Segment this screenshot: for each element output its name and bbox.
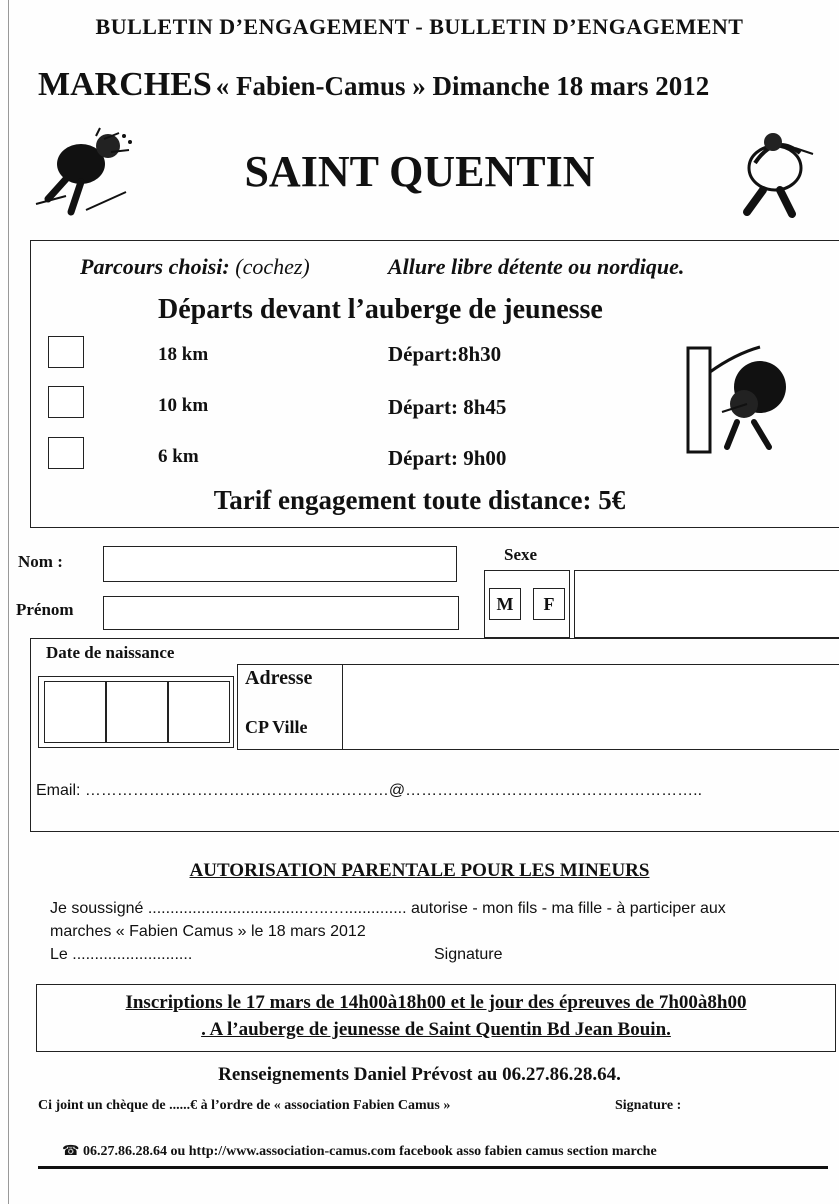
parental-line1: Je soussigné ...................................…..….............. autorise - mon fils - ma fille - à participer aux	[50, 900, 726, 917]
tarif-text: Tarif engagement toute distance: 5€	[213, 485, 626, 515]
sexe-label: Sexe	[504, 545, 538, 564]
parcours-prompt	[80, 254, 310, 280]
walker-illustration-left	[26, 124, 141, 219]
adresse-label: Adresse	[245, 667, 313, 689]
departs-title: Départs devant l’auberge de jeunesse	[158, 294, 603, 325]
phone-icon: ☎	[62, 1143, 80, 1159]
depart-10km: Départ: 8h45	[388, 395, 507, 419]
inscriptions-line2: . A l’auberge de jeunesse de Saint Quentin Bd Jean Bouin.	[201, 1019, 671, 1040]
adresse-field[interactable]	[343, 664, 839, 750]
dob-label: Date de naissance	[46, 643, 175, 662]
parental-signature: Signature	[434, 946, 503, 963]
extra-field[interactable]	[574, 570, 839, 638]
distance-6km: 6 km	[158, 446, 199, 467]
distance-18km: 18 km	[158, 344, 209, 365]
dob-month-field[interactable]	[106, 681, 168, 743]
parental-le: Le ...........................	[50, 946, 193, 963]
email-line[interactable]: Email: …………………………………………………@………………………………………………..	[36, 782, 703, 799]
depart-6km: Départ: 9h00	[388, 446, 507, 470]
event-title	[38, 66, 709, 104]
parental-line2: marches « Fabien Camus » le 18 mars 2012	[50, 923, 366, 940]
event-subtitle: « Fabien-Camus » Dimanche 18 mars 2012	[215, 71, 710, 101]
sexe-m-checkbox[interactable]: M	[489, 588, 521, 620]
parcours-prompt-hint: (cochez)	[235, 254, 310, 279]
footer-rule	[38, 1166, 828, 1169]
footer-signature: Signature :	[615, 1098, 682, 1113]
contact-text[interactable]: 06.27.86.28.64 ou http://www.association-camus.com facebook asso fabien camus section marche	[82, 1144, 657, 1159]
inscriptions-line1: Inscriptions le 17 mars de 14h00à18h00 et le jour des épreuves de 7h00à8h00	[125, 992, 747, 1013]
tree-walker-illustration	[682, 342, 802, 457]
checkbox-10km[interactable]	[48, 386, 84, 418]
checkbox-18km[interactable]	[48, 336, 84, 368]
dob-year-field[interactable]	[168, 681, 230, 743]
walker-illustration-right	[725, 128, 825, 220]
cheque-text: Ci joint un chèque de ......€ à l’ordre de « association Fabien Camus »	[38, 1098, 451, 1113]
header-banner: BULLETIN D’ENGAGEMENT - BULLETIN D’ENGAGEMENT	[95, 14, 744, 39]
checkbox-6km[interactable]	[48, 437, 84, 469]
dob-day-field[interactable]	[44, 681, 106, 743]
nom-field[interactable]	[103, 546, 457, 582]
prenom-field[interactable]	[103, 596, 459, 630]
renseignements-text: Renseignements Daniel Prévost au 06.27.86.28.64.	[218, 1064, 621, 1085]
parental-title: AUTORISATION PARENTALE POUR LES MINEURS	[189, 860, 650, 881]
depart-18km: Départ:8h30	[388, 342, 502, 366]
contact-line	[62, 1143, 657, 1160]
cp-ville-label: CP Ville	[245, 717, 308, 737]
sexe-f-checkbox[interactable]: F	[533, 588, 565, 620]
allure-text: Allure libre détente ou nordique.	[388, 254, 685, 279]
parcours-prompt-label: Parcours choisi:	[80, 254, 230, 279]
marches-word: MARCHES	[38, 66, 212, 103]
nom-label: Nom :	[18, 552, 63, 571]
distance-10km: 10 km	[158, 395, 209, 416]
prenom-label: Prénom	[16, 600, 74, 619]
city-title: SAINT QUENTIN	[244, 147, 595, 196]
